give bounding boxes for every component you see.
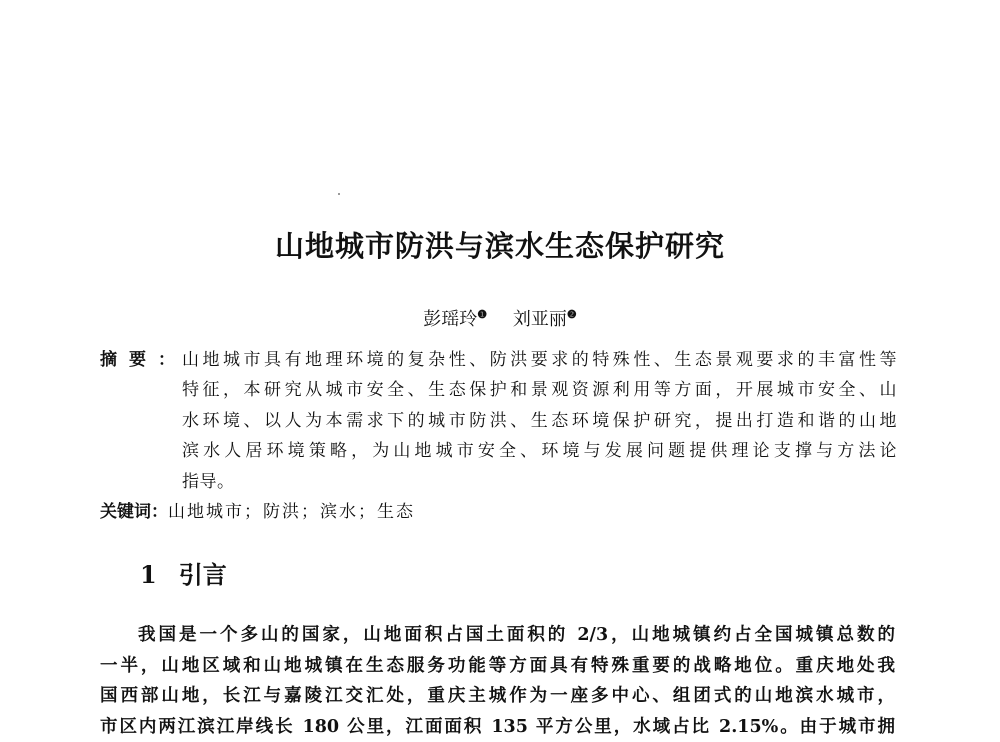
keywords-label: 关键词： [100,502,168,522]
abstract-line: 特征，本研究从城市安全、生态保护和景观资源利用等方面，开展城市安全、山 [182,375,897,405]
keywords-text: 山地城市；防洪；滨水；生态 [168,502,415,522]
abstract-line: 指导。 [182,467,897,497]
abstract-label-colon: ： [158,350,175,370]
keywords-block [100,497,900,527]
abstract-label-text: 摘要 [100,350,158,370]
abstract-label [100,345,175,375]
abstract-line: 滨水人居环境策略，为山地城市安全、环境与发展问题提供理论支撑与方法论 [182,436,897,466]
body-line: 一半，山地区域和山地城镇在生态服务功能等方面具有特殊重要的战略地位。重庆地处我 [100,651,895,682]
abstract-text [182,345,897,497]
section-heading [140,558,227,592]
body-line: 我国是一个多山的国家，山地面积占国土面积的 2/3，山地城镇约占全国城镇总数的 [100,620,895,651]
footnote-mark: ❷ [567,308,577,321]
author-1 [423,302,487,333]
abstract-line: 山地城市具有地理环境的复杂性、防洪要求的特殊性、生态景观要求的丰富性等 [182,345,897,375]
section-number: 1 [140,560,157,589]
scan-speck [338,193,340,195]
body-line: 国西部山地，长江与嘉陵江交汇处，重庆主城作为一座多中心、组团式的山地滨水城市， [100,681,895,712]
author-name: 彭瑶玲 [423,309,477,330]
paper-title: 山地城市防洪与滨水生态保护研究 [0,226,1000,266]
abstract-line: 水环境、以人为本需求下的城市防洪、生态环境保护研究，提出打造和谐的山地 [182,406,897,436]
author-name: 刘亚丽 [513,309,567,330]
body-line: 市区内两江滨江岸线长 180 公里，江面面积 135 平方公里，水域占比 2.15%。由于城市拥 [100,712,895,742]
author-2 [513,302,577,333]
section-title: 引言 [179,561,227,589]
body-paragraph [100,620,895,742]
author-line [0,302,1000,333]
footnote-mark: ❶ [477,308,487,321]
